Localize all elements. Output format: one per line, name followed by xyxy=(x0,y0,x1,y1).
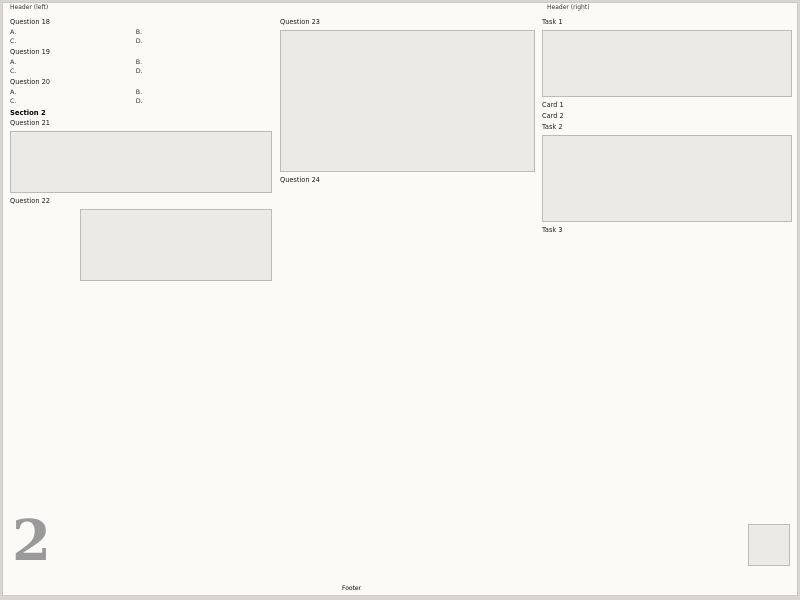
sundial-globe-figure xyxy=(280,30,535,172)
q18-option-a: A. xyxy=(10,28,17,36)
mediterranean-map xyxy=(80,209,272,281)
column-1 xyxy=(10,16,272,572)
task-3-heading: Task 3 xyxy=(542,226,563,234)
q23-label: Question 23 xyxy=(280,18,320,26)
header-right: Header (right) xyxy=(547,4,590,11)
q19-option-d: D. xyxy=(135,67,143,75)
q20-option-a: A. xyxy=(10,88,17,96)
q20-option-b: B. xyxy=(135,88,143,96)
q20-option-d: D. xyxy=(135,97,143,105)
card-2: Card 2 xyxy=(542,112,564,120)
card-1: Card 1 xyxy=(542,101,564,109)
header-left: Header (left) xyxy=(10,4,49,11)
q20-option-c: C. xyxy=(10,97,17,105)
q18-option-d: D. xyxy=(135,37,143,45)
q19-option-c: C. xyxy=(10,67,17,75)
moon-phase-figure xyxy=(10,131,272,193)
q18-option-c: C. xyxy=(10,37,17,45)
q18-label: Question 18 xyxy=(10,18,50,26)
q19-options xyxy=(10,58,272,76)
sun-path-diagram xyxy=(542,30,792,97)
qr-code xyxy=(748,524,790,566)
section-2-heading: Section 2 xyxy=(10,109,46,117)
task-1-heading: Task 1 xyxy=(542,18,563,26)
q22-label: Question 22 xyxy=(10,197,50,205)
page-number: 2 xyxy=(12,508,51,574)
exam-page xyxy=(2,2,798,596)
q18-options xyxy=(10,28,272,46)
q19-option-b: B. xyxy=(135,58,143,66)
task-2-heading: Task 2 xyxy=(542,123,563,131)
q21-label: Question 21 xyxy=(10,119,50,127)
column-3 xyxy=(542,16,792,572)
earth-orbit-diagram xyxy=(542,135,792,222)
column-2 xyxy=(280,16,535,572)
q24-label: Question 24 xyxy=(280,176,320,184)
q19-option-a: A. xyxy=(10,58,17,66)
footer: Footer xyxy=(342,585,362,592)
q20-label: Question 20 xyxy=(10,78,50,86)
q18-option-b: B. xyxy=(135,28,143,36)
q20-options xyxy=(10,88,272,106)
q19-label: Question 19 xyxy=(10,48,50,56)
